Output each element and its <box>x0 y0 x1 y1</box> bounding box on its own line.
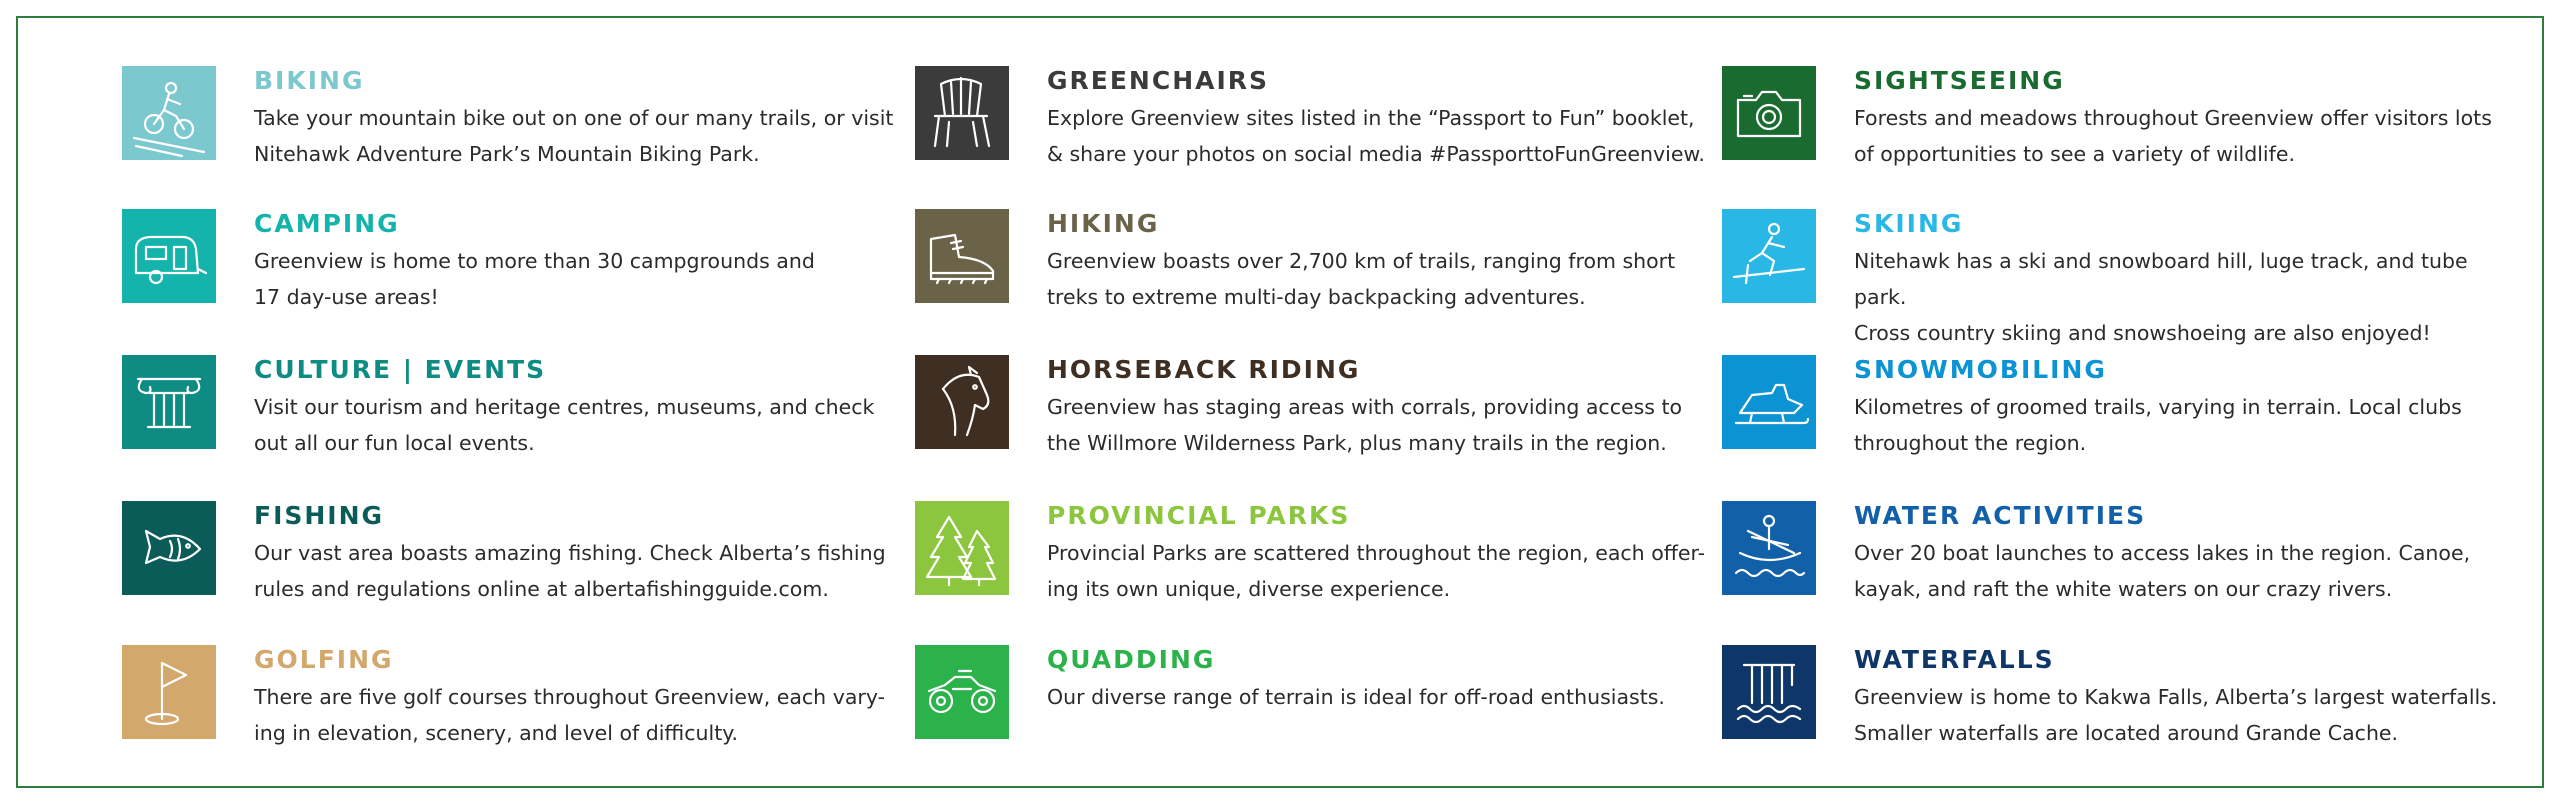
activity-title: QUADDING <box>1047 645 1216 674</box>
activity-title: PROVINCIAL PARKS <box>1047 501 1351 530</box>
activity-description: Take your mountain bike out on one of our many trails, or visit Nitehawk Adventure Park’s Mountain Biking Park. <box>254 106 894 166</box>
canoe-paddler-icon <box>1722 501 1816 595</box>
activity-provincial-parks <box>915 501 1705 641</box>
camper-trailer-icon <box>122 209 216 303</box>
activity-fishing <box>122 501 902 641</box>
activity-description: Our diverse range of terrain is ideal for off-road enthusiasts. <box>1047 685 1665 709</box>
activity-horseback-riding <box>915 355 1695 495</box>
activity-description: Kilometres of groomed trails, varying in terrain. Local clubs throughout the region. <box>1854 395 2462 455</box>
activity-culture-events <box>122 355 902 495</box>
activity-title: HORSEBACK RIDING <box>1047 355 1361 384</box>
activity-description: Greenview is home to more than 30 campgrounds and 17 day-use areas! <box>254 249 815 309</box>
activity-water-activities <box>1722 501 2502 641</box>
mountain-bike-icon <box>122 66 216 160</box>
skier-icon <box>1722 209 1816 303</box>
golf-flag-icon <box>122 645 216 739</box>
activity-quadding <box>915 645 1695 785</box>
activity-camping <box>122 209 902 349</box>
snowmobile-icon <box>1722 355 1816 449</box>
activity-golfing <box>122 645 902 785</box>
activity-title: HIKING <box>1047 209 1160 238</box>
activity-description: Greenview boasts over 2,700 km of trails, ranging from short treks to extreme multi-day backpacking adventures. <box>1047 249 1676 309</box>
activity-title: GREENCHAIRS <box>1047 66 1270 95</box>
activity-title: CULTURE | EVENTS <box>254 355 547 384</box>
activity-title: WATERFALLS <box>1854 645 2055 674</box>
activity-description: Nitehawk has a ski and snowboard hill, luge track, and tube park. Cross country skiing and snowshoeing are also enjoyed! <box>1854 249 2468 345</box>
activity-waterfalls <box>1722 645 2502 785</box>
activity-biking <box>122 66 902 206</box>
activity-title: CAMPING <box>254 209 400 238</box>
activity-description: Explore Greenview sites listed in the “Passport to Fun” booklet, & share your photos on social media #PassporttoFunGreenview. <box>1047 106 1705 166</box>
pine-trees-icon <box>915 501 1009 595</box>
activity-description: Forests and meadows throughout Greenview offer visitors lots of opportunities to see a variety of wildlife. <box>1854 106 2492 166</box>
activity-description: Greenview has staging areas with corrals, providing access to the Willmore Wilderness Park, plus many trails in the region. <box>1047 395 1683 455</box>
activity-title: WATER ACTIVITIES <box>1854 501 2147 530</box>
activity-title: SIGHTSEEING <box>1854 66 2065 95</box>
activity-description: Provincial Parks are scattered throughout the region, each offer- ing its own unique, diverse experience. <box>1047 541 1705 601</box>
activity-snowmobiling <box>1722 355 2502 495</box>
fish-icon <box>122 501 216 595</box>
activity-greenchairs <box>915 66 1705 206</box>
activity-hiking <box>915 209 1695 349</box>
activity-sightseeing <box>1722 66 2502 206</box>
activity-description: There are five golf courses throughout Greenview, each vary- ing in elevation, scenery, and level of difficulty. <box>254 685 885 745</box>
quad-atv-icon <box>915 645 1009 739</box>
activity-title: BIKING <box>254 66 365 95</box>
activity-description: Visit our tourism and heritage centres, museums, and check out all our fun local events. <box>254 395 875 455</box>
activity-skiing <box>1722 209 2502 349</box>
activity-description: Our vast area boasts amazing fishing. Check Alberta’s fishing rules and regulations online at albertafishingguide.com. <box>254 541 886 601</box>
activity-title: FISHING <box>254 501 385 530</box>
activity-description: Over 20 boat launches to access lakes in the region. Canoe, kayak, and raft the white waters on our crazy rivers. <box>1854 541 2471 601</box>
adirondack-chair-icon <box>915 66 1009 160</box>
activity-description: Greenview is home to Kakwa Falls, Alberta’s largest waterfalls. Smaller waterfalls are located around Grande Cache. <box>1854 685 2498 745</box>
activity-title: SNOWMOBILING <box>1854 355 2107 384</box>
camera-icon <box>1722 66 1816 160</box>
column-icon <box>122 355 216 449</box>
hiking-boot-icon <box>915 209 1009 303</box>
waterfall-icon <box>1722 645 1816 739</box>
activity-title: SKIING <box>1854 209 1964 238</box>
activity-title: GOLFING <box>254 645 394 674</box>
horse-head-icon <box>915 355 1009 449</box>
